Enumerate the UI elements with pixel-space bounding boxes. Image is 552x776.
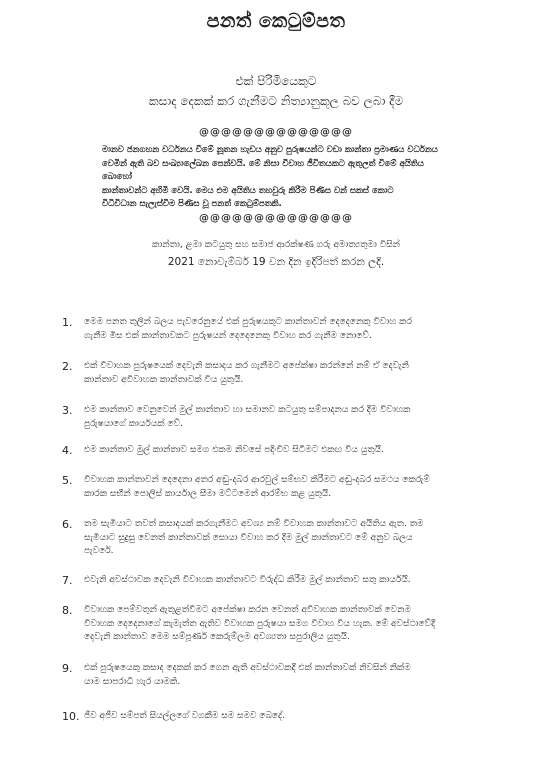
clause-line: පුරුෂයාගේ කාර්යයක් වේ.	[84, 418, 183, 429]
clause-text	[84, 604, 502, 645]
clause-text	[84, 404, 502, 431]
clause-number: 7.	[62, 574, 73, 587]
clause-item	[62, 710, 502, 724]
intro-paragraph	[102, 144, 452, 212]
clause-line: එම කාන්තාව වෙනුවෙන් මුල් කාන්තාව හා සමානව කටයුතු සම්පාදනය කර දීම විවාහක	[84, 405, 411, 415]
clause-number: 9.	[62, 662, 73, 675]
clause-line: ජීව අජීව සම්පත් සියල්ලගේ වගකීම සම සමව බෙදේ.	[84, 711, 285, 721]
clause-text	[84, 574, 502, 588]
clause-line: විවාහක කාන්තාවන් දෙදෙනා අතර අඬු-දබර ආරවුල් සම්භව කිරීමට අඬු-දබර සමථය කෙරුම්	[84, 475, 430, 485]
intro-line: වෙමින් ඇති බව සංඛ්‍යාලේඛන පෙන්වයි. මේ නිසා විවාහ ජීවිතයකට ඇතුලත් වීමේ අයිතිය බොහෝ	[102, 158, 424, 182]
document-title: පනත් කෙටුම්පත	[206, 10, 346, 32]
clause-item	[62, 444, 502, 458]
clause-number: 1.	[62, 316, 73, 329]
attribution-line-1: කාන්තා, ළමා කටයුතු සහ සමාජ ආරක්ෂණ ගරු අමාත්‍යතුමා විසින්	[152, 240, 400, 250]
clause-line: එවැනි අවස්ථාවක දෙවැනි විවාහක කාන්තාවට විරුද්ධ කිරීම මුල් කාන්තාව සතු කාර්යයි.	[84, 575, 411, 585]
clause-number: 3.	[62, 404, 73, 417]
clause-number: 10.	[62, 710, 80, 723]
intro-line: කාන්තාවන්ට අහිමි වෙයි. මෙය එම අයිතිය තහවුරු කිරීම පිණිස වන් සකස් කොට	[102, 185, 394, 196]
attribution-date: 2021 නොවැම්බර් 19 වන දින ඉදිරිපත් කරන ලදි.	[167, 256, 385, 268]
clause-text	[84, 662, 502, 689]
clause-number: 6.	[62, 518, 73, 531]
intro-line: මානව ජනගහන වර්ධනය වීමේ නූතන හැඩය අනුව පුරුෂයන්ට වඩා කාන්තා ප්‍රමාණය වර්ධනය	[102, 145, 438, 155]
clause-number: 8.	[62, 604, 73, 617]
clause-line: කාරක සභීන් පොලිස් කාර්යාල සීමා මට්ටමෙන් ආරම්භ කළ යුතුයි.	[84, 488, 332, 499]
clause-number: 2.	[62, 360, 73, 373]
clause-text	[84, 710, 502, 724]
clause-item	[62, 404, 502, 431]
clause-text	[84, 444, 502, 458]
subtitle-line-1: එක් පිරිමියෙකුට	[235, 74, 317, 88]
clause-text	[84, 316, 502, 343]
clause-line: සැමියාට සුදුසු වෙනත් කාන්තාවක් සොයා විවාහ කර දීම මුල් කාන්තාවට මේ අනුව බලය	[84, 532, 413, 543]
clause-item	[62, 662, 502, 689]
clause-line: තම සැමියාට තවත් කසාදයක් කරගැනීමට අවශ්‍ය නම් විවාහක කාන්තාවට අයිතිය ඇත. තම	[84, 519, 424, 529]
divider-top: @@@@@@@@@@@@@@	[199, 127, 353, 138]
clause-number: 4.	[62, 444, 73, 457]
clause-text	[84, 518, 502, 559]
clause-line: එම කාන්තාව මුල් කාන්තාව සමග එකම නිවසේ පදිංචිව සිටීමට එකඟ විය යුතුයි.	[84, 445, 384, 455]
clause-item	[62, 518, 502, 559]
clause-line: එක් විවාහක පුරුෂයෙක් දෙවැනි කසාදය කර ගැනීමට අපේක්ෂා කරන්නේ නම් ඒ දෙවැනි	[84, 361, 409, 371]
clause-line: කාන්තාව අවිවාහක කාන්තාවක් විය යුතුයි.	[84, 374, 244, 385]
clause-item	[62, 316, 502, 343]
clause-line: මෙම පනත තුලින් බලය පැවරෙනුයේ එක් පුරුෂයකුට කාන්තාවන් දෙදෙනෙකු විවාහ කර	[84, 317, 412, 327]
clause-item	[62, 604, 502, 645]
divider-bottom: @@@@@@@@@@@@@@	[199, 213, 353, 224]
subtitle-line-2: කසාද දෙකක් කර ගැනීමට නිත්‍යානුකූල බව ලබා දීම	[148, 94, 404, 108]
clause-line: පැවරේ.	[84, 546, 114, 556]
intro-line: විධිවිධාන සැලැස්වීම පිණිස වූ පනත් කෙටුම්පතකි.	[102, 199, 282, 209]
clause-line: විවාහක පෙම්වතුන් ඇතුළත්වීමට අපේක්ෂා කරන වෙනත් අවිවාහක කාන්තාවක් වෙනම	[84, 605, 411, 615]
clause-item	[62, 360, 502, 387]
clause-line: යාම සාපරාධී හැර යාමකි.	[84, 676, 181, 687]
clause-item	[62, 474, 502, 501]
clause-line: එක් පුරුෂයෙකු කසාද දෙකක් කර ගෙන ඇති අවස්ථාවකදී එක් කාන්තාවක් නිවසින් නික්ම	[84, 663, 411, 673]
clause-text	[84, 360, 502, 387]
clause-item	[62, 574, 502, 588]
clause-line: දෙවැනි කාන්තාව මෙම සම්පූර්ණ කෙරුම්ලම අවශ්‍යතා සපුරාලිය යුතුයි.	[84, 632, 350, 642]
clause-line: විවාහක දෙදෙනාගේ කැමැත්ත ඇතිව විවාහක පුරුෂයා සමග විවාහ විය හැක. මේ අවස්ථාවේදී	[84, 618, 436, 629]
clause-number: 5.	[62, 474, 73, 487]
clause-line: ගැනීම මිස එක් කාන්තාවකට පුරුෂයන් දෙදෙනෙකු විවාහ කර ගැනීම නොවේ.	[84, 330, 372, 341]
clause-text	[84, 474, 502, 501]
